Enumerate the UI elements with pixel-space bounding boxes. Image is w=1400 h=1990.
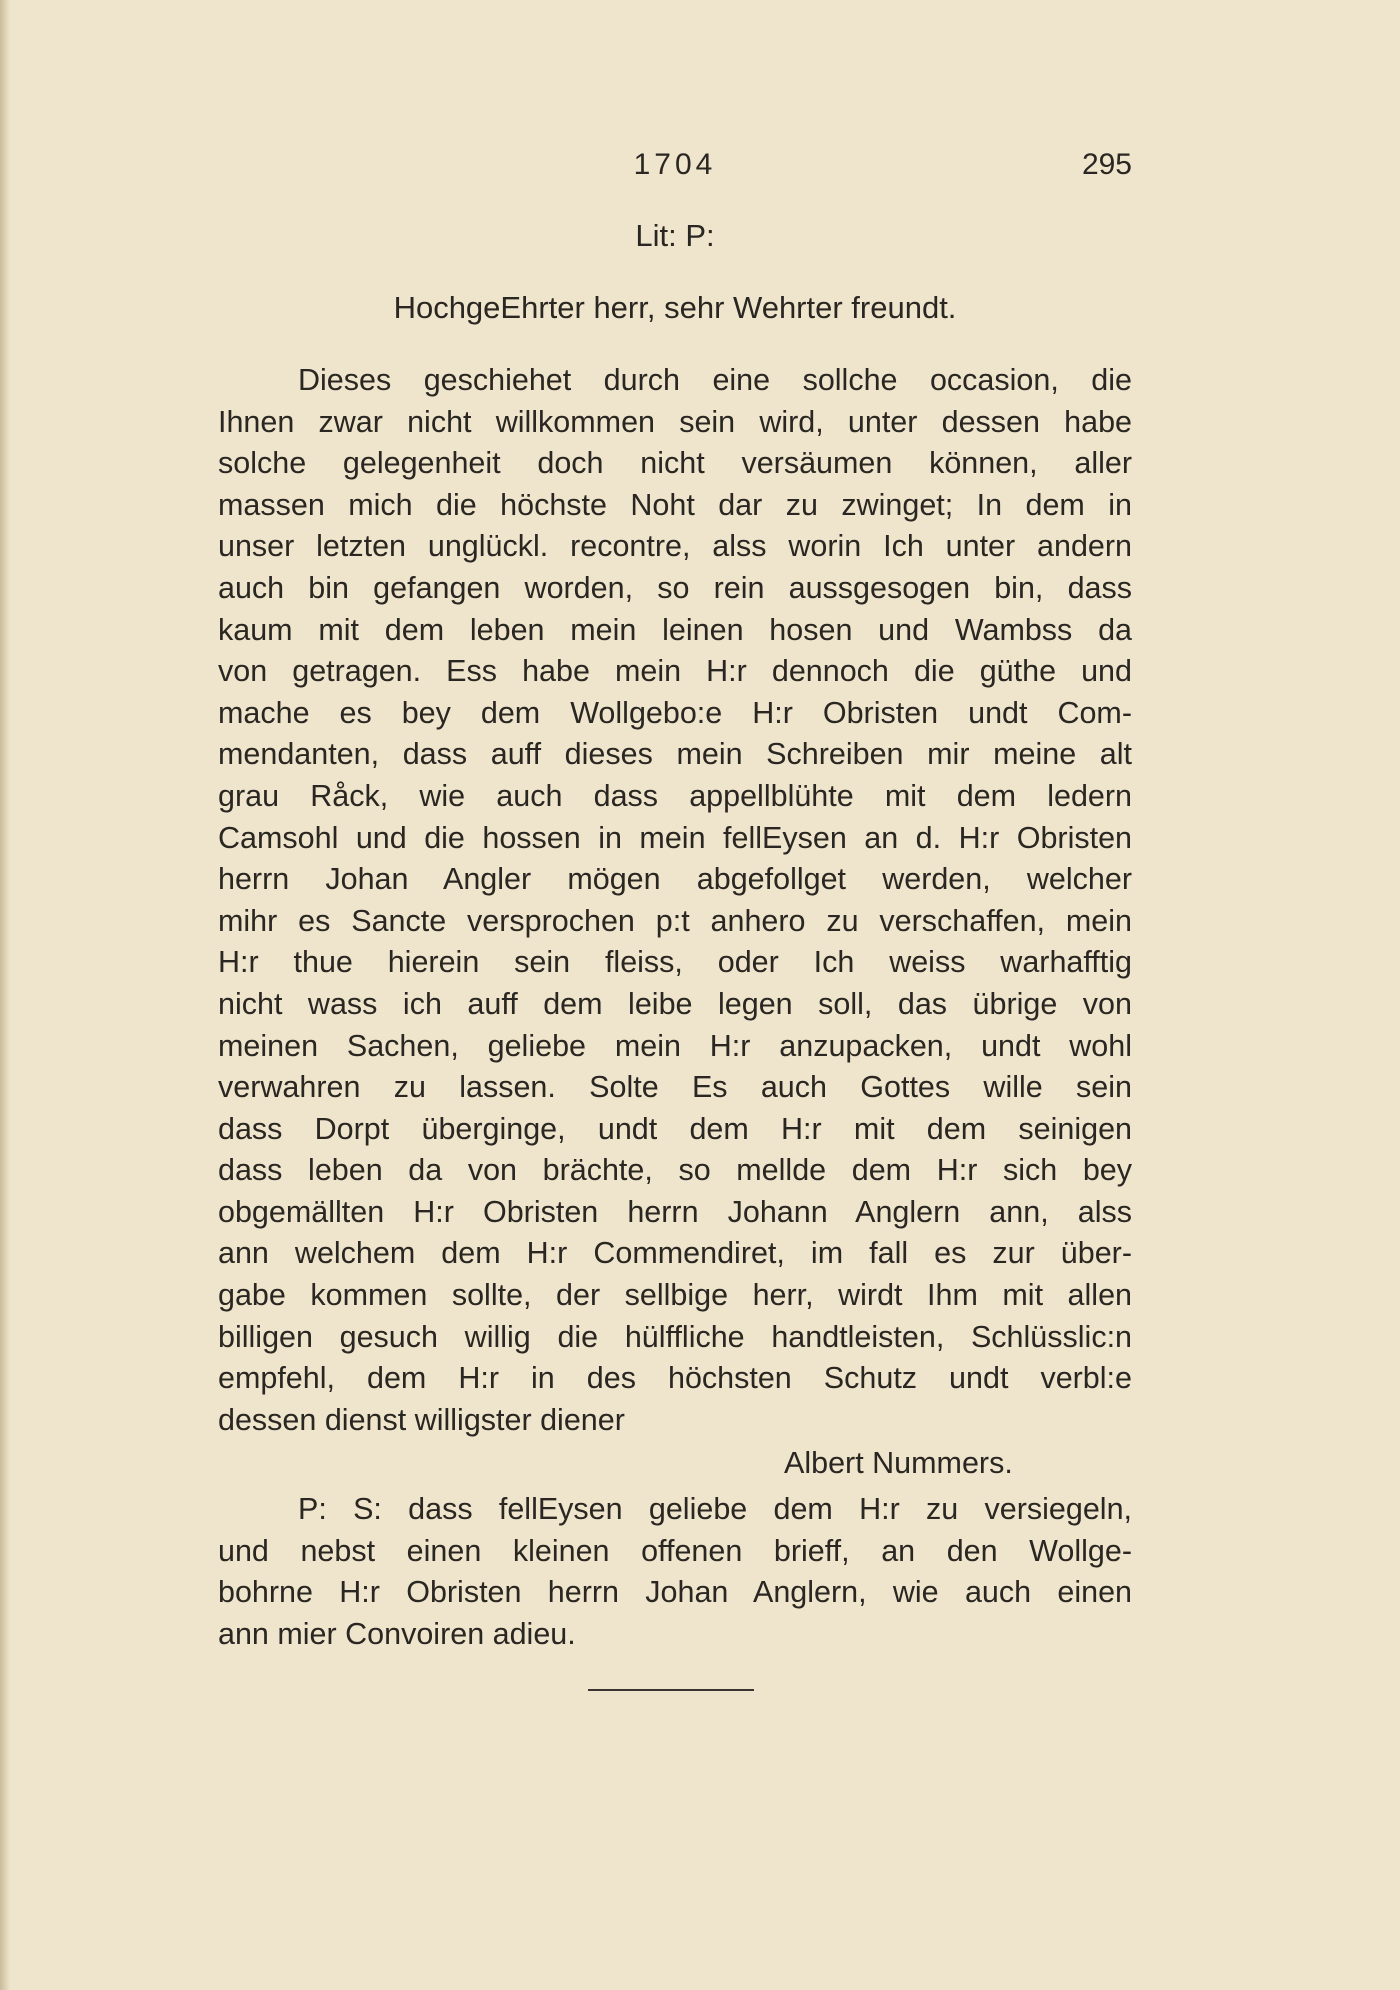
body-line: empfehl, dem H:r in des höchsten Schutz undt verbl:e (218, 1361, 1132, 1396)
body-line: auch bin gefangen worden, so rein aussgesogen bin, dass (218, 570, 1132, 605)
body-line: billigen gesuch willig die hülffliche handtleisten, Schlüsslic:n (218, 1319, 1132, 1354)
body-line: mache es bey dem Wollgebo:e H:r Obristen undt Com- (218, 695, 1132, 730)
running-head (218, 148, 1132, 198)
body-line: H:r thue hierein sein fleiss, oder Ich weiss warhafftig (218, 945, 1132, 980)
postscript (218, 1489, 1132, 1655)
binding-edge (0, 0, 10, 1990)
body-line: Ihnen zwar nicht willkommen sein wird, unter dessen habe (218, 404, 1132, 439)
postscript-line: ann mier Convoiren adieu. (218, 1616, 576, 1651)
postscript-line: P: S: dass fellEysen geliebe dem H:r zu versiegeln, (298, 1492, 1132, 1527)
body-line: meinen Sachen, geliebe mein H:r anzupacken, undt wohl (218, 1028, 1132, 1063)
body-line: von getragen. Ess habe mein H:r dennoch die güthe und (218, 654, 1132, 689)
body-line: massen mich die höchste Noht dar zu zwinget; In dem in (218, 487, 1132, 522)
letter-heading: Lit: P: (635, 218, 715, 253)
body-line: grau Råck, wie auch dass appellblühte mit dem ledern (218, 778, 1132, 813)
body-line: nicht wass ich auff dem leibe legen soll, das übrige von (218, 986, 1132, 1021)
body-line: Camsohl und die hossen in mein fellEysen an d. H:r Obristen (218, 820, 1132, 855)
body-line: ann welchem dem H:r Commendiret, im fall es zur über- (218, 1236, 1132, 1271)
body-line: dessen dienst willigster diener (218, 1402, 625, 1437)
text-block (218, 148, 1132, 1655)
page-number: 295 (1081, 148, 1132, 181)
body-line: Dieses geschiehet durch eine sollche occasion, die (298, 363, 1132, 397)
postscript-line: und nebst einen kleinen offenen brieff, an den Wollge- (218, 1533, 1132, 1568)
body-line: kaum mit dem leben mein leinen hosen und Wambss da (218, 612, 1132, 647)
salutation: HochgeEhrter herr, sehr Wehrter freundt. (393, 290, 957, 325)
body-line: unser letzten unglückl. recontre, alss worin Ich unter andern (218, 529, 1132, 564)
body-line: dass leben da von brächte, so mellde dem H:r sich bey (218, 1153, 1132, 1188)
signature: Albert Nummers. (784, 1446, 1013, 1481)
running-head-year: 1704 (633, 148, 717, 181)
body-line: dass Dorpt überginge, undt dem H:r mit dem seinigen (218, 1111, 1132, 1146)
body-line: verwahren zu lassen. Solte Es auch Gottes wille sein (218, 1070, 1132, 1105)
body-line: gabe kommen sollte, der sellbige herr, wirdt Ihm mit allen (218, 1278, 1132, 1313)
body-line: herrn Johan Angler mögen abgefollget werden, welcher (218, 862, 1132, 897)
body-line: mihr es Sancte versprochen p:t anhero zu verschaffen, mein (218, 903, 1132, 938)
closing-rule (588, 1689, 754, 1691)
postscript-line: bohrne H:r Obristen herrn Johan Anglern, wie auch einen (218, 1575, 1132, 1610)
body-line: obgemällten H:r Obristen herrn Johann Anglern ann, alss (218, 1194, 1132, 1229)
body-line: solche gelegenheit doch nicht versäumen können, aller (218, 446, 1132, 481)
body-line: mendanten, dass auff dieses mein Schreiben mir meine alt (218, 737, 1132, 772)
letter-body (218, 360, 1132, 1441)
